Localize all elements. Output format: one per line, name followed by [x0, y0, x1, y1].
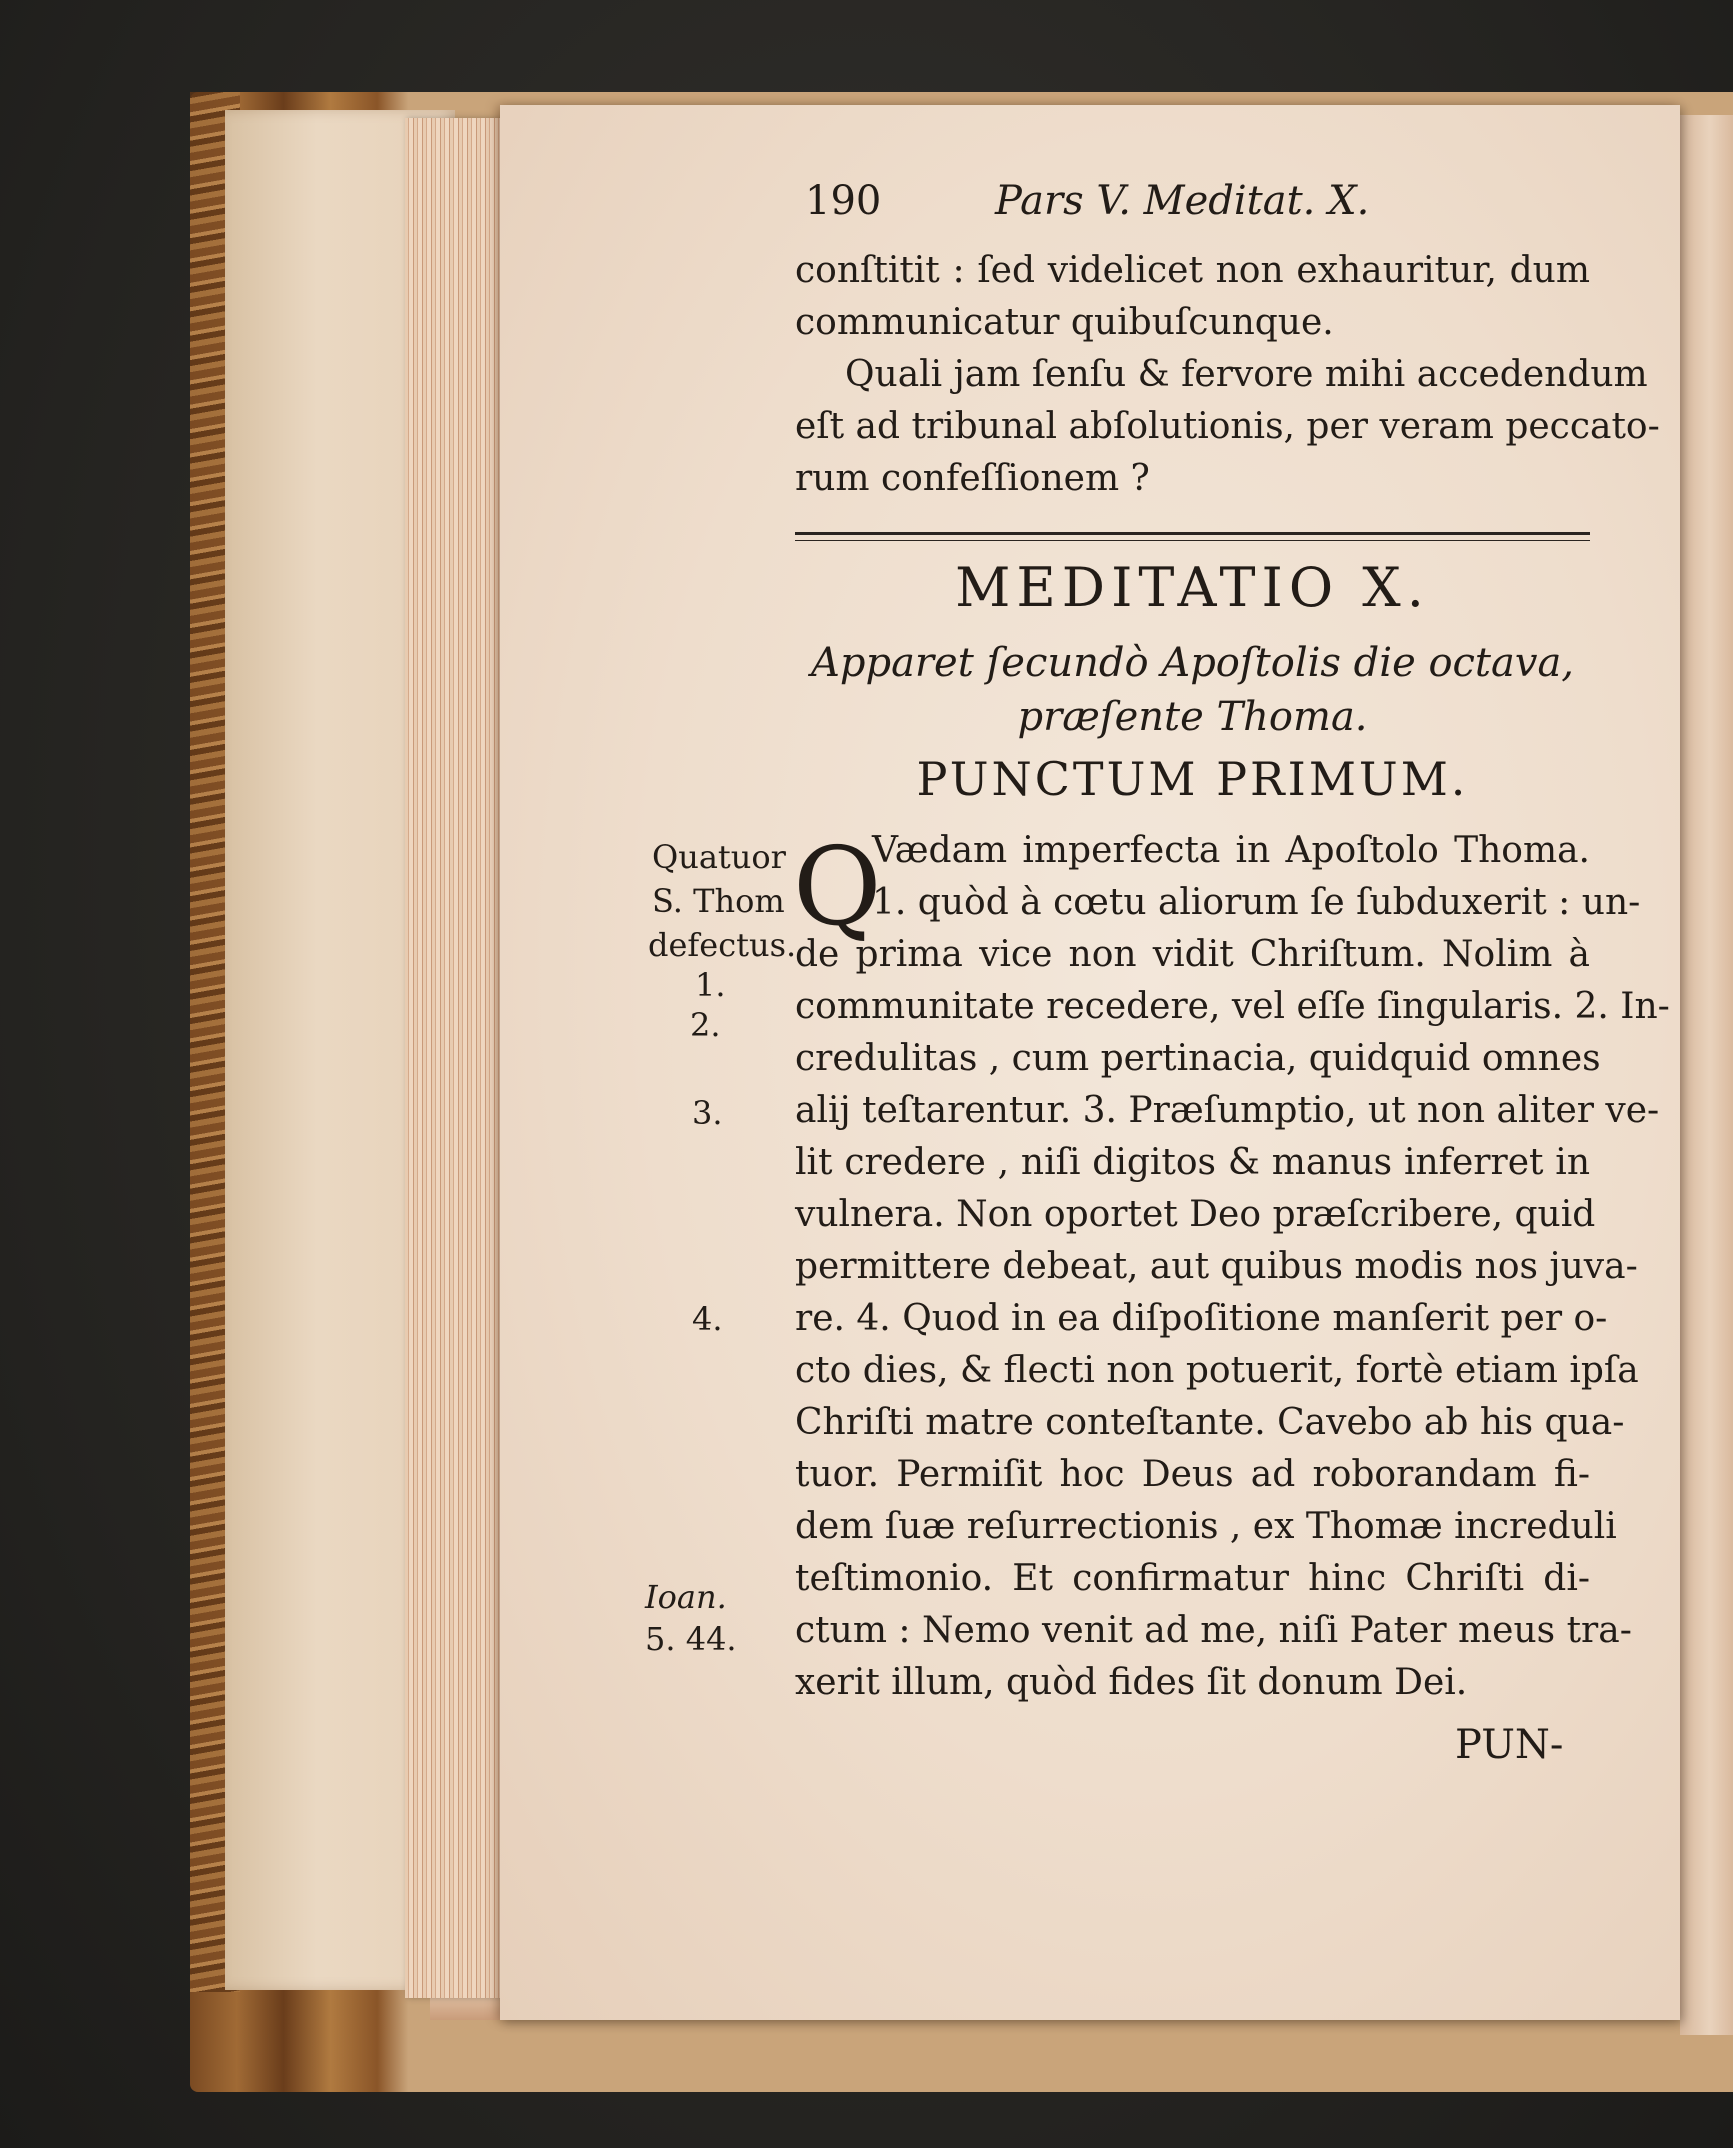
body-line: communitate recedere, vel eſſe ſingularis. 2. In-: [795, 986, 1670, 1027]
body-line: teſtimonio. Et confirmatur hinc Chriſti di-: [795, 1558, 1590, 1599]
meditation-subtitle: Apparet ſecundò Apoſtolis die octava,: [810, 640, 1575, 686]
intro-line: rum confeſſionem ?: [795, 458, 1150, 499]
meditation-subtitle: præſente Thoma.: [1017, 694, 1368, 740]
drop-cap: Q: [793, 825, 882, 950]
intro-line: Quali jam ſenſu & fervore mihi accedendum: [845, 354, 1648, 395]
next-page-edge: [1680, 115, 1733, 2035]
body-line: cto dies, & flecti non potuerit, fortè etiam ipſa: [795, 1350, 1639, 1391]
margin-number: 1.: [695, 966, 726, 1004]
page-edges: [405, 118, 515, 1998]
body-line: vulnera. Non oportet Deo præſcribere, quid: [795, 1194, 1596, 1235]
margin-number: 4.: [692, 1300, 723, 1338]
body-line: Chriſti matre conteſtante. Cavebo ab his qua-: [795, 1402, 1625, 1443]
margin-reference: Ioan.: [645, 1578, 727, 1616]
intro-line: communicatur quibuſcunque.: [795, 302, 1334, 343]
body-line: permittere debeat, aut quibus modis nos juva-: [795, 1246, 1638, 1287]
margin-note: S. Thom: [652, 882, 785, 920]
margin-note: defectus.: [648, 926, 797, 964]
intro-line: conſtitit : ſed videlicet non exhauritur, dum: [795, 250, 1590, 291]
margin-number: 2.: [690, 1006, 721, 1044]
body-line: ctum : Nemo venit ad me, niſi Pater meus tra-: [795, 1610, 1632, 1651]
body-line: dem ſuæ reſurrectionis , ex Thomæ increduli: [795, 1506, 1617, 1547]
catchword: PUN-: [1455, 1722, 1564, 1768]
page-number: 190: [805, 178, 882, 224]
body-line: de prima vice non vidit Chriſtum. Nolim à: [795, 934, 1590, 975]
intro-line: eſt ad tribunal abſolutionis, per veram peccato-: [795, 406, 1660, 447]
running-title: Pars V. Meditat. X.: [995, 178, 1370, 224]
body-line: re. 4. Quod in ea diſpoſitione manſerit per o-: [795, 1298, 1608, 1339]
margin-note: Quatuor: [652, 838, 786, 876]
body-line: Vædam imperfecta in Apoſtolo Thoma.: [872, 830, 1590, 871]
body-line: alij teſtarentur. 3. Præſumptio, ut non aliter ve-: [795, 1090, 1660, 1131]
margin-reference: 5. 44.: [645, 1620, 737, 1658]
body-line: xerit illum, quòd fides ſit donum Dei.: [795, 1662, 1468, 1703]
body-line: tuor. Permiſit hoc Deus ad roborandam fi-: [795, 1454, 1590, 1495]
body-line: lit credere , niſi digitos & manus inferret in: [795, 1142, 1590, 1183]
body-line: 1. quòd à cœtu aliorum ſe ſubduxerit : un-: [872, 882, 1641, 923]
body-line: credulitas , cum pertinacia, quidquid omnes: [795, 1038, 1601, 1079]
section-heading: PUNCTUM PRIMUM.: [916, 752, 1469, 806]
margin-number: 3.: [692, 1094, 723, 1132]
meditation-title: MEDITATIO X.: [955, 556, 1430, 619]
section-divider: [795, 532, 1590, 541]
